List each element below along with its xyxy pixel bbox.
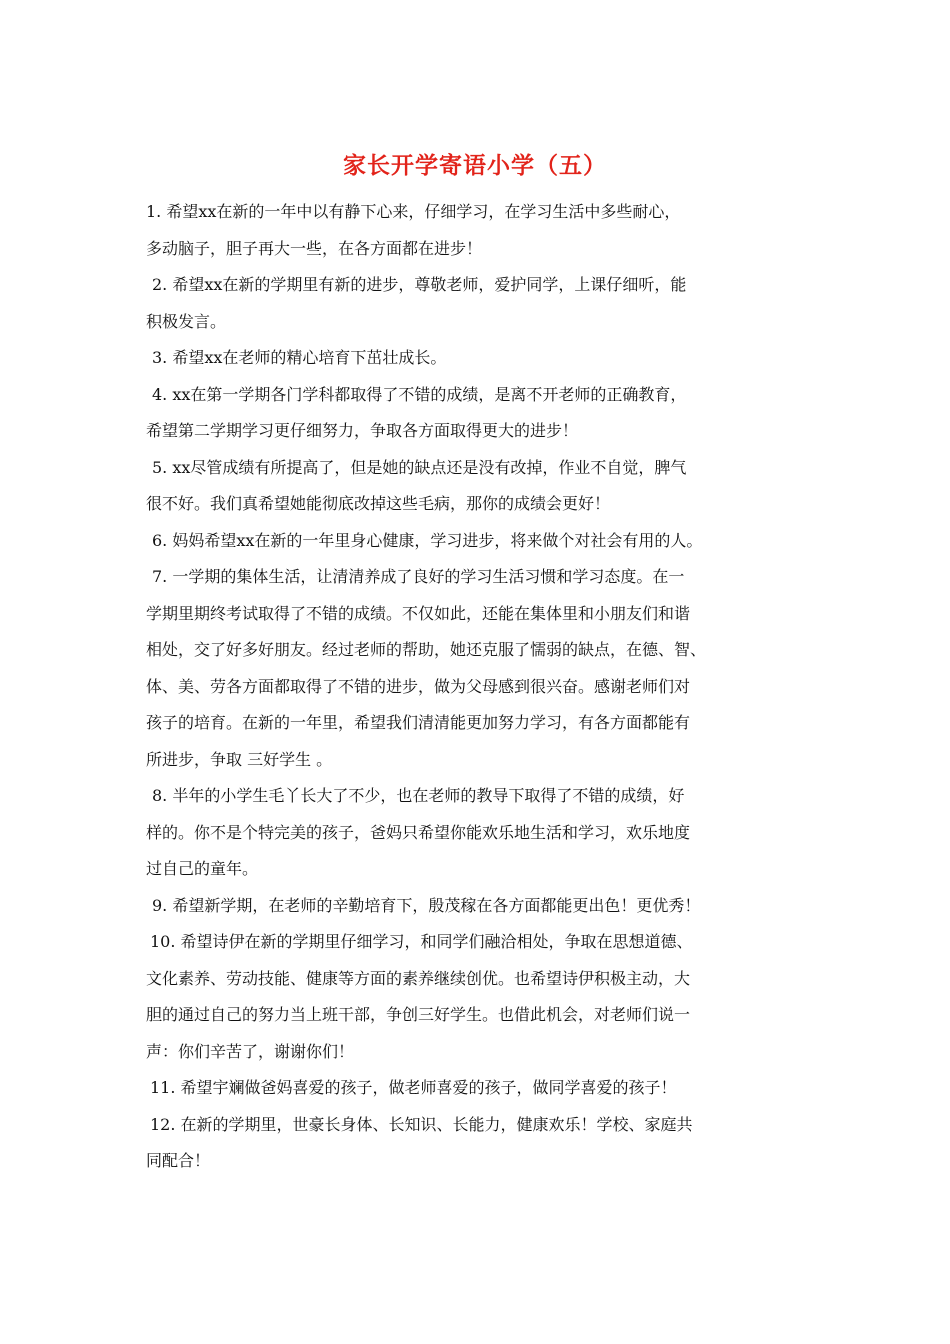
paragraph-line: 样的。你不是个特完美的孩子，爸妈只希望你能欢乐地生活和学习，欢乐地度 [146,822,691,842]
paragraph-line: 所进步，争取 三好学生 。 [146,749,333,769]
paragraph-6 [146,523,816,560]
paragraph-line: 希望第二学期学习更仔细努力，争取各方面取得更大的进步！ [146,421,579,440]
paragraph-4 [146,377,816,450]
paragraph-line: 6. 妈妈希望xx在新的一年里身心健康，学习进步，将来做个对社会有用的人。 [152,530,703,550]
paragraph-3 [146,340,816,377]
paragraph-11 [146,1070,816,1107]
paragraph-line: 7. 一学期的集体生活，让清清养成了良好的学习生活习惯和学习态度。在一 [152,567,685,586]
paragraph-10 [146,924,816,1070]
paragraph-line: 10. 希望诗伊在新的学期里仔细学习，和同学们融洽相处，争取在思想道德、 [150,932,693,951]
paragraph-line: 文化素养、劳动技能、健康等方面的素养继续创优。也希望诗伊积极主动，大 [146,968,691,988]
paragraph-12 [146,1107,816,1180]
paragraph-line: 12. 在新的学期里，世豪长身体、长知识、长能力，健康欢乐！学校、家庭共 [150,1114,693,1134]
document-body [146,194,816,1180]
paragraph-2 [146,267,816,340]
paragraph-8 [146,778,816,888]
paragraph-line: 3. 希望xx在老师的精心培育下茁壮成长。 [152,348,447,367]
paragraph-line: 1. 希望xx在新的一年中以有静下心来，仔细学习，在学习生活中多些耐心， [146,202,681,221]
paragraph-line: 体、美、劳各方面都取得了不错的进步，做为父母感到很兴奋。感谢老师们对 [146,676,691,696]
paragraph-line: 5. xx尽管成绩有所提高了，但是她的缺点还是没有改掉，作业不自觉，脾气 [152,457,687,477]
paragraph-line: 积极发言。 [146,311,227,331]
paragraph-line: 4. xx在第一学期各门学科都取得了不错的成绩，是离不开老师的正确教育， [152,384,687,404]
paragraph-line: 2. 希望xx在新的学期里有新的进步，尊敬老师，爱护同学，上课仔细听，能 [152,275,687,294]
paragraph-1 [146,194,816,267]
paragraph-line: 孩子的培育。在新的一年里，希望我们清清能更加努力学习，有各方面都能有 [146,713,691,732]
paragraph-line: 相处，交了好多好朋友。经过老师的帮助，她还克服了懦弱的缺点，在德、智、 [146,640,707,659]
paragraph-7 [146,559,816,778]
paragraph-9 [146,888,816,925]
paragraph-5 [146,450,816,523]
paragraph-line: 胆的通过自己的努力当上班干部，争创三好学生。也借此机会，对老师们说一 [146,1005,691,1024]
paragraph-line: 同配合！ [146,1151,211,1170]
paragraph-line: 多动脑子，胆子再大一些，在各方面都在进步！ [146,238,483,258]
paragraph-line: 很不好。我们真希望她能彻底改掉这些毛病，那你的成绩会更好！ [146,494,611,513]
paragraph-line: 声：你们辛苦了，谢谢你们！ [146,1041,355,1061]
paragraph-line: 学期里期终考试取得了不错的成绩。不仅如此，还能在集体里和小朋友们和谐 [146,603,691,623]
page-title: 家长开学寄语小学（五） [343,152,607,179]
paragraph-line: 8. 半年的小学生毛丫长大了不少，也在老师的教导下取得了不错的成绩，好 [152,786,685,805]
paragraph-line: 11. 希望宇斓做爸妈喜爱的孩子，做老师喜爱的孩子，做同学喜爱的孩子！ [150,1078,677,1097]
paragraph-line: 9. 希望新学期，在老师的辛勤培育下，殷茂稼在各方面都能更出色！更优秀！ [152,895,701,915]
paragraph-line: 过自己的童年。 [146,859,259,878]
